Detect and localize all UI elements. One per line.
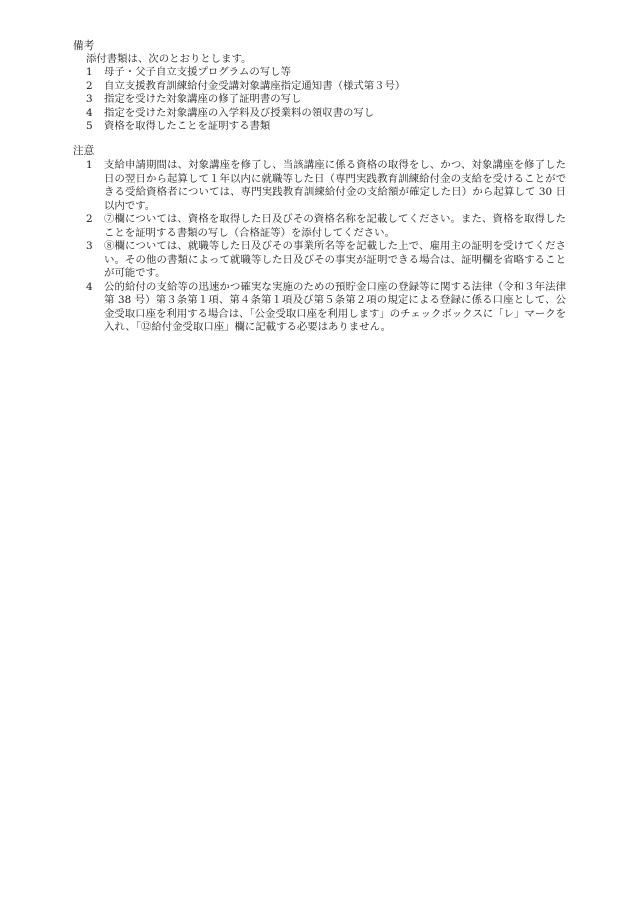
item-text: 母子・父子自立支援プログラムの写し等 — [104, 66, 291, 78]
list-item — [86, 159, 566, 213]
item-number: 4 — [86, 106, 93, 119]
list-item — [86, 240, 566, 281]
list-item — [86, 66, 405, 80]
note-number: 1 — [86, 159, 93, 171]
item-number: 1 — [86, 66, 93, 78]
note-text: ⑧欄については、就職等した日及びその事業所名等を記載した上で、雇用主の証明を受けてください。その他の書類によって就職等した日及びその事実が証明できる場合は、証明欄を省略することが可能です。 — [104, 240, 566, 279]
item-text: 指定を受けた対象講座の入学料及び授業料の領収書の写し — [104, 106, 375, 119]
item-number: 2 — [86, 79, 93, 92]
remarks-heading: 備考 — [73, 40, 95, 52]
note-text: 支給申請期間は、対象講座を修了し、当該講座に係る資格の取得をし、かつ、対象講座を修了した日の翌日から起算して１年以内に就職等した日（専門実践教育訓練給付金の支給を受けることができる受給資格者については、専門実践教育訓練給付金の支給額が確定した日）から起算して 30 日以内です。 — [104, 159, 566, 212]
notes-heading: 注意 — [73, 145, 95, 157]
list-item — [86, 107, 405, 121]
item-text: 指定を受けた対象講座の修了証明書の写し — [104, 93, 302, 105]
item-number: 5 — [86, 120, 93, 132]
note-text: 公的給付の支給等の迅速かつ確実な実施のための預貯金口座の登録等に関する法律（令和３年法律第 38 号）第３条第１項、第４条第１項及び第５条第２項の規定による登録に係る口座として、公金受取口座を利用する場合は、「公金受取口座を利用します」のチェックボックスに「レ」マークを入れ、「⑫給付金受取口座」欄に記載する必要はありません。 — [104, 280, 566, 333]
list-item — [86, 213, 566, 240]
list-item — [86, 93, 405, 107]
note-number: 3 — [86, 240, 93, 252]
notes-list — [86, 159, 566, 335]
list-item — [86, 80, 405, 94]
remarks-intro: 添付書類は、次のとおりとします。 — [86, 53, 252, 65]
item-text: 自立支援教育訓練給付金受講対象講座指定通知書（様式第３号） — [104, 79, 406, 92]
list-item — [86, 281, 566, 335]
list-item — [86, 120, 405, 134]
attachment-list — [86, 66, 405, 134]
item-text: 資格を取得したことを証明する書類 — [104, 120, 271, 132]
note-number: 4 — [86, 280, 93, 293]
note-number: 2 — [86, 213, 93, 225]
item-number: 3 — [86, 93, 93, 105]
note-text: ⑦欄については、資格を取得した日及びその資格名称を記載してください。また、資格を取得したことを証明する書類の写し（合格証等）を添付してください。 — [104, 213, 566, 239]
